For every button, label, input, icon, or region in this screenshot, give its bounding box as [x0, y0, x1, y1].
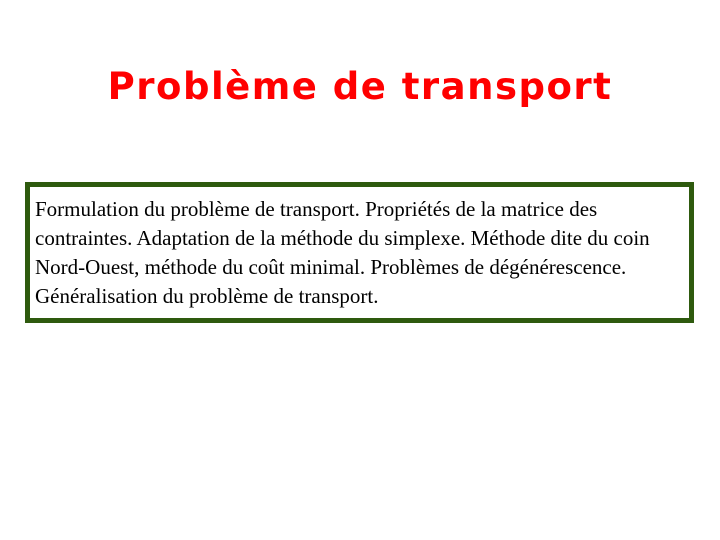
content-text: Formulation du problème de transport. Propriétés de la matrice des contraintes. Adaptation de la méthode du simplexe. Méthode dite du coin Nord-Ouest, méthode du coût minimal. Problèmes de dégénérescence. Généralisation du problème de transport.	[35, 197, 650, 308]
content-box	[25, 182, 694, 323]
slide-title: Problème de transport	[107, 65, 613, 108]
